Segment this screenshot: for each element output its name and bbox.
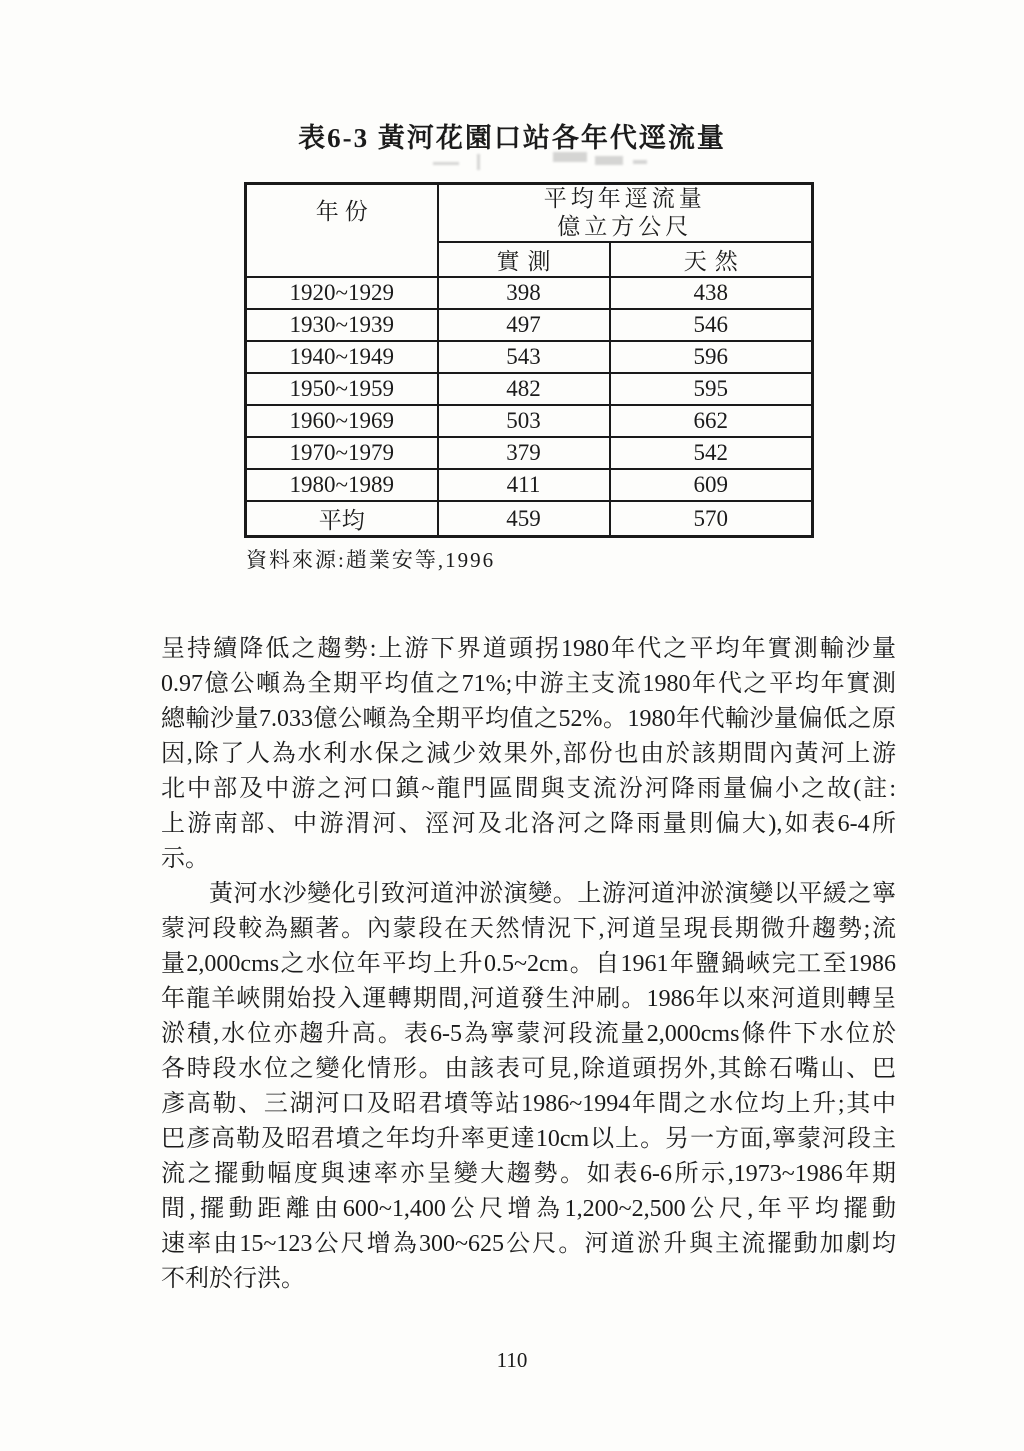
natural-cell: 546 [610,309,813,341]
text-line: 示。 [161,846,209,872]
text-line: 黃河水沙變化引致河道沖淤演變。上游河道沖淤演變以平緩之寧 [209,881,896,907]
table-row [246,309,813,341]
header-natural: 天然 [610,242,813,277]
natural-cell: 542 [610,437,813,469]
year-cell: 1980~1989 [246,469,438,501]
observed-cell: 503 [438,405,610,437]
table-row [246,501,813,537]
natural-cell: 595 [610,373,813,405]
header-runoff-line2: 億立方公尺 [557,214,693,239]
header-runoff-line1: 平均年逕流量 [543,186,706,211]
observed-cell: 398 [438,277,610,309]
year-cell: 1930~1939 [246,309,438,341]
natural-cell: 596 [610,341,813,373]
year-cell: 1970~1979 [246,437,438,469]
text-line: 因,除了人為水利水保之減少效果外,部份也由於該期間內黃河上游 [161,741,896,767]
text-line: 不利於行洪。 [161,1266,305,1292]
text-line: 0.97億公噸為全期平均值之71%;中游主支流1980年代之平均年實測 [161,671,896,697]
table-row [246,437,813,469]
header-observed: 實測 [438,242,610,277]
table-row [246,469,813,501]
text-line: 巴彥高勒及昭君墳之年均升率更達10cm以上。另一方面,寧蒙河段主 [161,1126,896,1152]
table-row [246,341,813,373]
source-note: 資料來源:趙業安等,1996 [246,548,496,572]
header-runoff [438,184,813,243]
year-cell: 1960~1969 [246,405,438,437]
observed-cell: 482 [438,373,610,405]
natural-cell: 438 [610,277,813,309]
text-line: 總輸沙量7.033億公噸為全期平均值之52%。1980年代輸沙量偏低之原 [161,706,896,732]
observed-cell: 543 [438,341,610,373]
text-line: 流之擺動幅度與速率亦呈變大趨勢。如表6-6所示,1973~1986年期 [161,1161,896,1187]
natural-cell: 609 [610,469,813,501]
observed-cell: 411 [438,469,610,501]
natural-cell: 662 [610,405,813,437]
table-row [246,373,813,405]
year-cell: 1950~1959 [246,373,438,405]
text-line: 上游南部、中游渭河、涇河及北洛河之降雨量則偏大),如表6-4所 [161,811,896,837]
text-line: 各時段水位之變化情形。由該表可見,除道頭拐外,其餘石嘴山、巴 [161,1056,896,1082]
text-line: 彥高勒、三湖河口及昭君墳等站1986~1994年間之水位均上升;其中 [161,1091,896,1117]
observed-cell: 379 [438,437,610,469]
text-line: 年龍羊峽開始投入運轉期間,河道發生沖刷。1986年以來河道則轉呈 [161,986,896,1012]
year-cell: 平均 [246,501,438,537]
year-cell: 1920~1929 [246,277,438,309]
scan-smudge-artifact [425,150,655,176]
text-line: 量2,000cms之水位年平均上升0.5~2cm。自1961年鹽鍋峽完工至1986 [161,951,896,977]
text-line: 呈持續降低之趨勢:上游下界道頭拐1980年代之平均年實測輸沙量 [161,636,896,662]
text-line: 北中部及中游之河口鎮~龍門區間與支流汾河降雨量偏小之故(註: [161,776,896,802]
observed-cell: 459 [438,501,610,537]
page-number: 110 [496,1348,528,1372]
header-year: 年份 [246,184,438,278]
text-line: 淤積,水位亦趨升高。表6-5為寧蒙河段流量2,000cms條件下水位於 [161,1021,896,1047]
runoff-table [244,182,814,538]
text-line: 間,擺動距離由600~1,400公尺增為1,200~2,500公尺,年平均擺動 [161,1196,896,1222]
year-cell: 1940~1949 [246,341,438,373]
observed-cell: 497 [438,309,610,341]
table-title: 表6-3 黃河花園口站各年代逕流量 [298,123,726,153]
body-text [161,632,896,1297]
table-row [246,277,813,309]
table-row [246,405,813,437]
text-line: 蒙河段較為顯著。內蒙段在天然情況下,河道呈現長期微升趨勢;流 [161,916,896,942]
natural-cell: 570 [610,501,813,537]
text-line: 速率由15~123公尺增為300~625公尺。河道淤升與主流擺動加劇均 [161,1231,896,1257]
